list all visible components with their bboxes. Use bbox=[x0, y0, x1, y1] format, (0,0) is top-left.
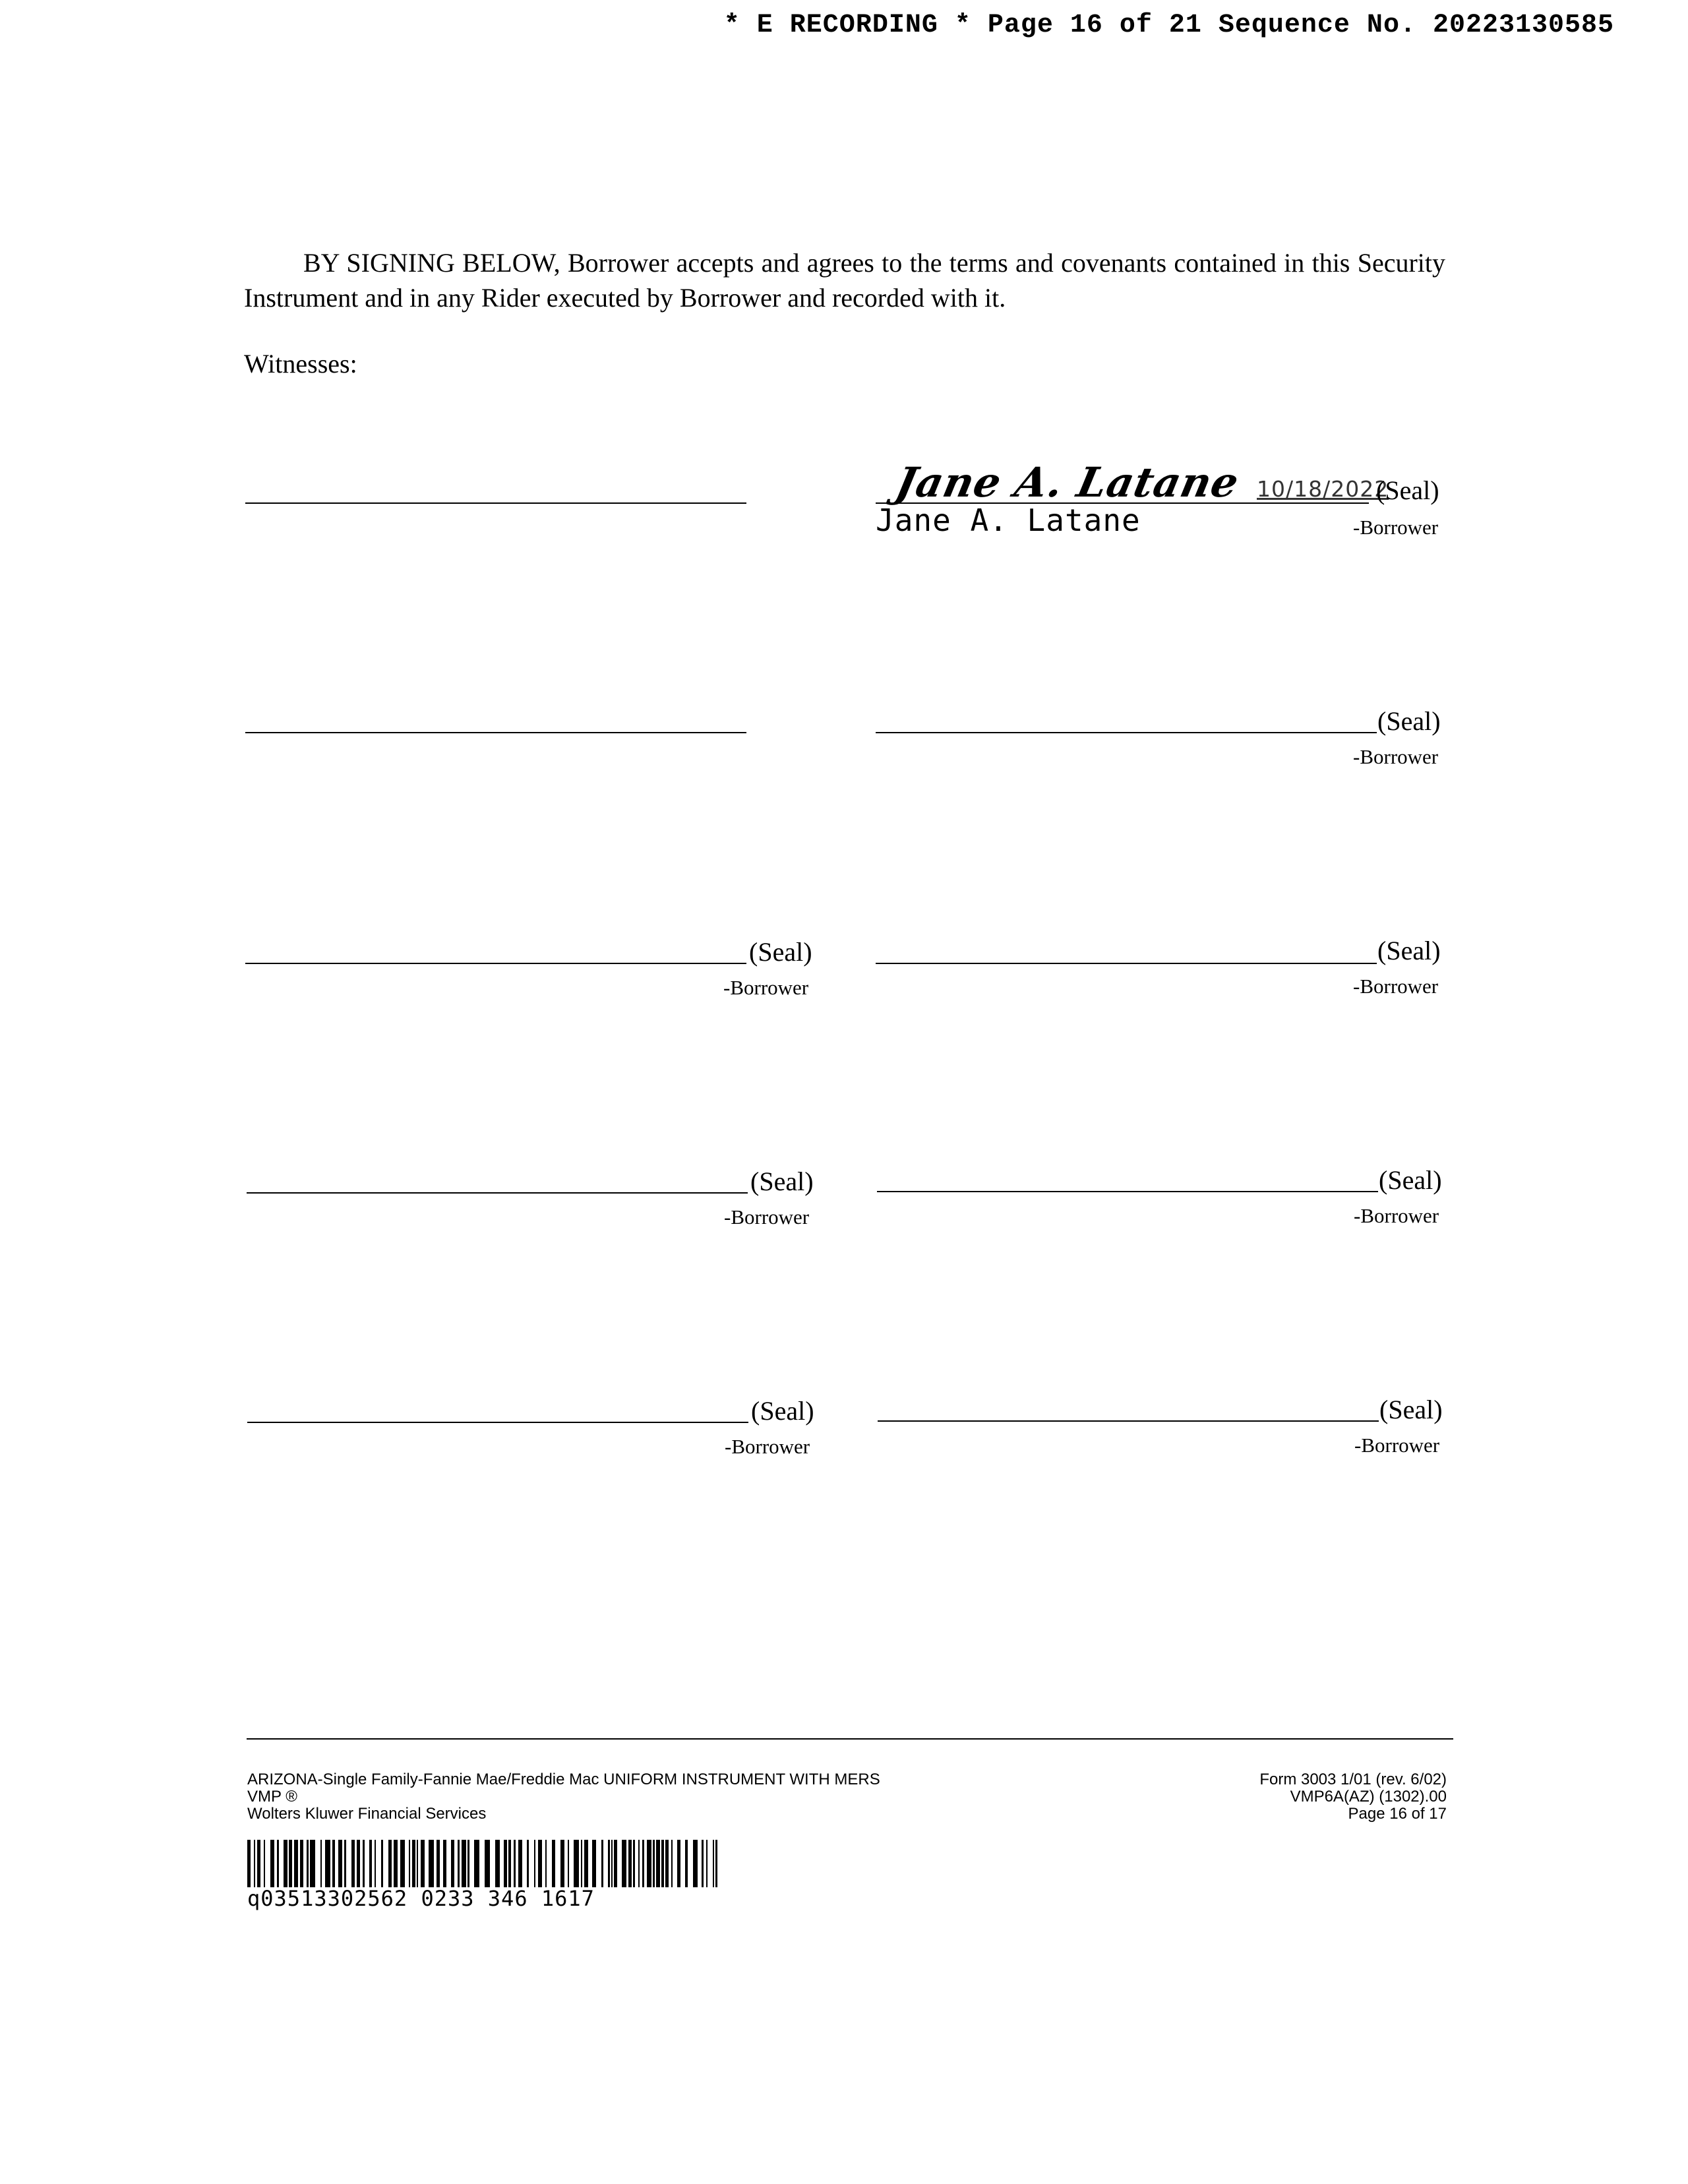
barcode-bar bbox=[611, 1840, 613, 1887]
acknowledgement-paragraph: BY SIGNING BELOW, Borrower accepts and agrees to the terms and covenants contained in this Security Instrument and in any Rider executed by Borrower and recorded with it. bbox=[244, 248, 1445, 313]
barcode-bar bbox=[685, 1840, 688, 1887]
barcode-bar bbox=[369, 1840, 372, 1887]
barcode bbox=[247, 1840, 718, 1887]
barcode-bar bbox=[608, 1840, 610, 1887]
seal-label: (Seal) bbox=[749, 937, 812, 967]
barcode-bar bbox=[338, 1840, 342, 1887]
borrower-role-label: -Borrower bbox=[1353, 975, 1439, 998]
barcode-bar bbox=[713, 1840, 714, 1887]
seal-label: (Seal) bbox=[1377, 706, 1441, 736]
barcode-bar bbox=[628, 1840, 632, 1887]
barcode-bar bbox=[300, 1840, 303, 1887]
barcode-bar bbox=[474, 1840, 479, 1887]
barcode-bar bbox=[638, 1840, 640, 1887]
barcode-bar bbox=[574, 1840, 579, 1887]
barcode-bar bbox=[538, 1840, 542, 1887]
footer-page-number: Page 16 of 17 bbox=[1348, 1805, 1447, 1823]
seal-label: (Seal) bbox=[1376, 475, 1439, 505]
borrower-signature: Jane A. Latane bbox=[891, 458, 1244, 506]
barcode-bar bbox=[437, 1840, 440, 1887]
borrower-role-label: -Borrower bbox=[1354, 1204, 1439, 1227]
barcode-bar bbox=[412, 1840, 415, 1887]
borrower-role-label: -Borrower bbox=[725, 1435, 810, 1458]
barcode-bar bbox=[560, 1840, 564, 1887]
seal-label: (Seal) bbox=[750, 1167, 814, 1196]
barcode-bar bbox=[518, 1840, 522, 1887]
barcode-bar bbox=[642, 1840, 644, 1887]
borrower-signature-line-8 bbox=[878, 1420, 1379, 1422]
borrower-role-label: -Borrower bbox=[724, 1205, 810, 1228]
barcode-bar bbox=[622, 1840, 626, 1887]
barcode-bar bbox=[534, 1840, 535, 1887]
recording-header: * E RECORDING * Page 16 of 21 Sequence No. 20223130585 bbox=[723, 11, 1614, 40]
borrower-signature-line-2 bbox=[876, 732, 1377, 733]
barcode-bar bbox=[351, 1840, 355, 1887]
barcode-bar bbox=[294, 1840, 298, 1887]
barcode-bar bbox=[325, 1840, 330, 1887]
barcode-bar bbox=[661, 1840, 664, 1887]
barcode-bar bbox=[581, 1840, 582, 1887]
witness-line-2 bbox=[245, 732, 746, 733]
borrower-signature-line-7 bbox=[247, 1422, 748, 1423]
barcode-bar bbox=[417, 1840, 418, 1887]
barcode-bar bbox=[485, 1840, 490, 1887]
witnesses-label: Witnesses: bbox=[244, 349, 357, 379]
barcode-bar bbox=[601, 1840, 603, 1887]
barcode-bar bbox=[462, 1840, 466, 1887]
barcode-bar bbox=[665, 1840, 669, 1887]
barcode-bar bbox=[706, 1840, 708, 1887]
barcode-bar bbox=[568, 1840, 569, 1887]
borrower-signature-line-3 bbox=[245, 963, 746, 964]
borrower-role-label: -Borrower bbox=[1353, 516, 1439, 539]
barcode-bar bbox=[381, 1840, 383, 1887]
borrower-role-label: -Borrower bbox=[1354, 1434, 1440, 1457]
barcode-bar bbox=[307, 1840, 309, 1887]
footer-form-number: Form 3003 1/01 (rev. 6/02) bbox=[1259, 1771, 1447, 1788]
barcode-bar bbox=[284, 1840, 287, 1887]
barcode-bar bbox=[656, 1840, 660, 1887]
footer-form-title: ARIZONA-Single Family-Fannie Mae/Freddie Mac UNIFORM INSTRUMENT WITH MERS bbox=[247, 1771, 880, 1788]
seal-label: (Seal) bbox=[751, 1396, 814, 1426]
borrower-printed-name: Jane A. Latane bbox=[876, 502, 1141, 538]
barcode-bar bbox=[310, 1840, 315, 1887]
barcode-bar bbox=[495, 1840, 500, 1887]
seal-label: (Seal) bbox=[1377, 936, 1441, 965]
witness-line-1 bbox=[245, 502, 746, 504]
barcode-bar bbox=[421, 1840, 425, 1887]
barcode-bar bbox=[504, 1840, 507, 1887]
footer-vmp-code: VMP6A(AZ) (1302).00 bbox=[1290, 1788, 1447, 1805]
borrower-signature-line-5 bbox=[247, 1192, 748, 1194]
barcode-bar bbox=[289, 1840, 292, 1887]
barcode-number: q03513302562 0233 346 1617 bbox=[247, 1886, 595, 1911]
barcode-bar bbox=[247, 1840, 251, 1887]
barcode-bar bbox=[552, 1840, 555, 1887]
barcode-bar bbox=[633, 1840, 635, 1887]
barcode-bar bbox=[458, 1840, 460, 1887]
barcode-bar bbox=[545, 1840, 547, 1887]
barcode-bar bbox=[400, 1840, 405, 1887]
barcode-bar bbox=[467, 1840, 469, 1887]
barcode-bar bbox=[584, 1840, 588, 1887]
barcode-bar bbox=[693, 1840, 698, 1887]
barcode-bar bbox=[443, 1840, 446, 1887]
barcode-bar bbox=[715, 1840, 717, 1887]
signature-date: 10/18/2022 bbox=[1257, 476, 1389, 502]
barcode-bar bbox=[388, 1840, 392, 1887]
barcode-bar bbox=[277, 1840, 279, 1887]
barcode-bar bbox=[357, 1840, 360, 1887]
barcode-bar bbox=[592, 1840, 596, 1887]
footer-form-numbers bbox=[1259, 1771, 1447, 1823]
footer-form-description bbox=[247, 1771, 880, 1823]
barcode-bar bbox=[653, 1840, 655, 1887]
barcode-bar bbox=[257, 1840, 260, 1887]
barcode-bar bbox=[702, 1840, 704, 1887]
barcode-bar bbox=[677, 1840, 680, 1887]
borrower-role-label: -Borrower bbox=[723, 976, 809, 999]
barcode-bar bbox=[254, 1840, 255, 1887]
barcode-bar bbox=[264, 1840, 265, 1887]
footer-publisher: Wolters Kluwer Financial Services bbox=[247, 1805, 487, 1823]
seal-label: (Seal) bbox=[1379, 1165, 1442, 1195]
barcode-bar bbox=[344, 1840, 346, 1887]
barcode-bar bbox=[671, 1840, 673, 1887]
borrower-signature-line-6 bbox=[877, 1191, 1378, 1192]
barcode-bar bbox=[375, 1840, 376, 1887]
barcode-bar bbox=[527, 1840, 529, 1887]
footer-vmp-mark: VMP ® bbox=[247, 1788, 297, 1805]
borrower-signature-line-4 bbox=[876, 963, 1377, 964]
footer-divider bbox=[247, 1738, 1453, 1740]
seal-label: (Seal) bbox=[1379, 1395, 1443, 1424]
barcode-bar bbox=[429, 1840, 434, 1887]
barcode-bar bbox=[363, 1840, 365, 1887]
barcode-bar bbox=[508, 1840, 511, 1887]
barcode-bar bbox=[451, 1840, 454, 1887]
barcode-bar bbox=[614, 1840, 617, 1887]
barcode-bar bbox=[647, 1840, 651, 1887]
barcode-bar bbox=[514, 1840, 516, 1887]
barcode-bar bbox=[394, 1840, 398, 1887]
barcode-bar bbox=[332, 1840, 335, 1887]
barcode-bar bbox=[320, 1840, 322, 1887]
barcode-bar bbox=[270, 1840, 274, 1887]
barcode-bar bbox=[409, 1840, 410, 1887]
borrower-role-label: -Borrower bbox=[1353, 745, 1439, 768]
